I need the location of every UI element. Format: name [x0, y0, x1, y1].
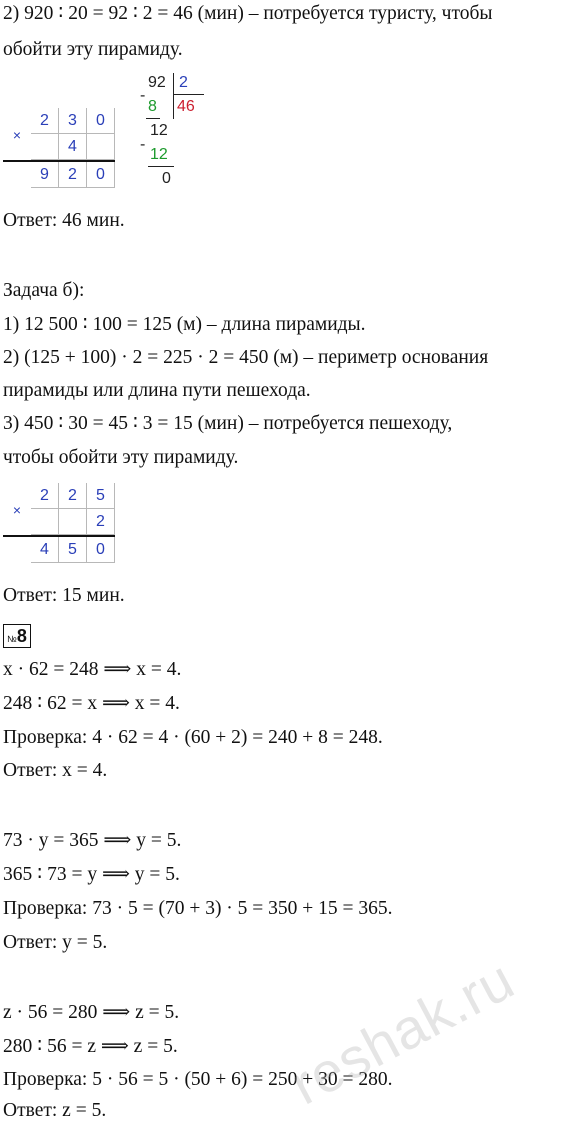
final-remainder: 0 [162, 170, 171, 187]
grid-cell: 2 [59, 483, 87, 509]
task-heading: Задача б): [3, 280, 85, 301]
solution-line: пирамиды или длина пути пешехода. [3, 380, 311, 401]
division-bar [173, 73, 174, 119]
subtract-value: 8 [148, 98, 157, 115]
divisor: 2 [179, 74, 188, 91]
subtract-value: 12 [150, 146, 168, 163]
multiply-sign: × [12, 127, 22, 143]
grid-cell: 3 [59, 108, 87, 134]
dividend: 92 [148, 74, 166, 91]
quotient: 46 [177, 98, 195, 115]
solution-line: 2) 920 ∶ 20 = 92 ∶ 2 = 46 (мин) – потребуется туристу, чтобы [3, 3, 493, 24]
multiply-sign: × [12, 502, 22, 518]
minus-sign: - [140, 136, 146, 153]
minus-sign: - [140, 87, 146, 104]
grid-cell: 2 [59, 162, 87, 188]
answer-line: Ответ: x = 4. [3, 760, 108, 781]
check-line: Проверка: 4 · 62 = 4 · (60 + 2) = 240 + 8 = 248. [3, 727, 383, 748]
remainder-value: 12 [150, 122, 168, 139]
answer-line: Ответ: 46 мин. [3, 210, 125, 231]
number-sign: № [7, 634, 17, 644]
solution-line: 2) (125 + 100) · 2 = 225 · 2 = 450 (м) – периметр основания [3, 347, 489, 368]
multiplication-grid [3, 483, 115, 563]
grid-cell: 0 [87, 108, 115, 134]
grid-cell: 2 [31, 483, 59, 509]
check-line: Проверка: 5 · 56 = 5 · (50 + 6) = 250 + 30 = 280. [3, 1069, 393, 1090]
grid-cell: 0 [87, 537, 115, 563]
grid-cell: 2 [31, 108, 59, 134]
quotient-rule [174, 94, 204, 95]
solution-line: 1) 12 500 ∶ 100 = 125 (м) – длина пирамиды. [3, 314, 366, 335]
grid-cell: 5 [59, 537, 87, 563]
answer-line: Ответ: z = 5. [3, 1100, 107, 1121]
solution-line: чтобы обойти эту пирамиду. [3, 447, 239, 468]
solution-line: обойти эту пирамиду. [3, 39, 183, 60]
grid-cell: 4 [31, 537, 59, 563]
equation-line: 365 ∶ 73 = y ⟹ y = 5. [3, 864, 180, 885]
equation-line: 248 ∶ 62 = x ⟹ x = 4. [3, 693, 180, 714]
task-number: 8 [16, 626, 27, 646]
grid-cell: 2 [87, 509, 115, 535]
subtract-rule [148, 166, 174, 167]
grid-cell [31, 134, 59, 160]
answer-line: Ответ: 15 мин. [3, 585, 125, 606]
grid-cell: 4 [59, 134, 87, 160]
watermark: reshak.ru [280, 947, 525, 1117]
equation-line: 73 · y = 365 ⟹ y = 5. [3, 830, 182, 851]
equation-line: 280 ∶ 56 = z ⟹ z = 5. [3, 1036, 178, 1057]
multiplication-grid [3, 108, 115, 188]
equation-line: z · 56 = 280 ⟹ z = 5. [3, 1002, 180, 1023]
check-line: Проверка: 73 · 5 = (70 + 3) · 5 = 350 + 15 = 365. [3, 898, 393, 919]
grid-cell: 5 [87, 483, 115, 509]
subtract-rule [146, 118, 160, 119]
solution-line: 3) 450 ∶ 30 = 45 ∶ 3 = 15 (мин) – потребуется пешеходу, [3, 413, 453, 434]
grid-cell: 9 [31, 162, 59, 188]
grid-cell [59, 509, 87, 535]
task-number-badge [3, 624, 31, 648]
grid-cell [31, 509, 59, 535]
grid-cell: 0 [87, 162, 115, 188]
grid-cell [87, 134, 115, 160]
equation-line: x · 62 = 248 ⟹ x = 4. [3, 659, 182, 680]
answer-line: Ответ: y = 5. [3, 932, 108, 953]
